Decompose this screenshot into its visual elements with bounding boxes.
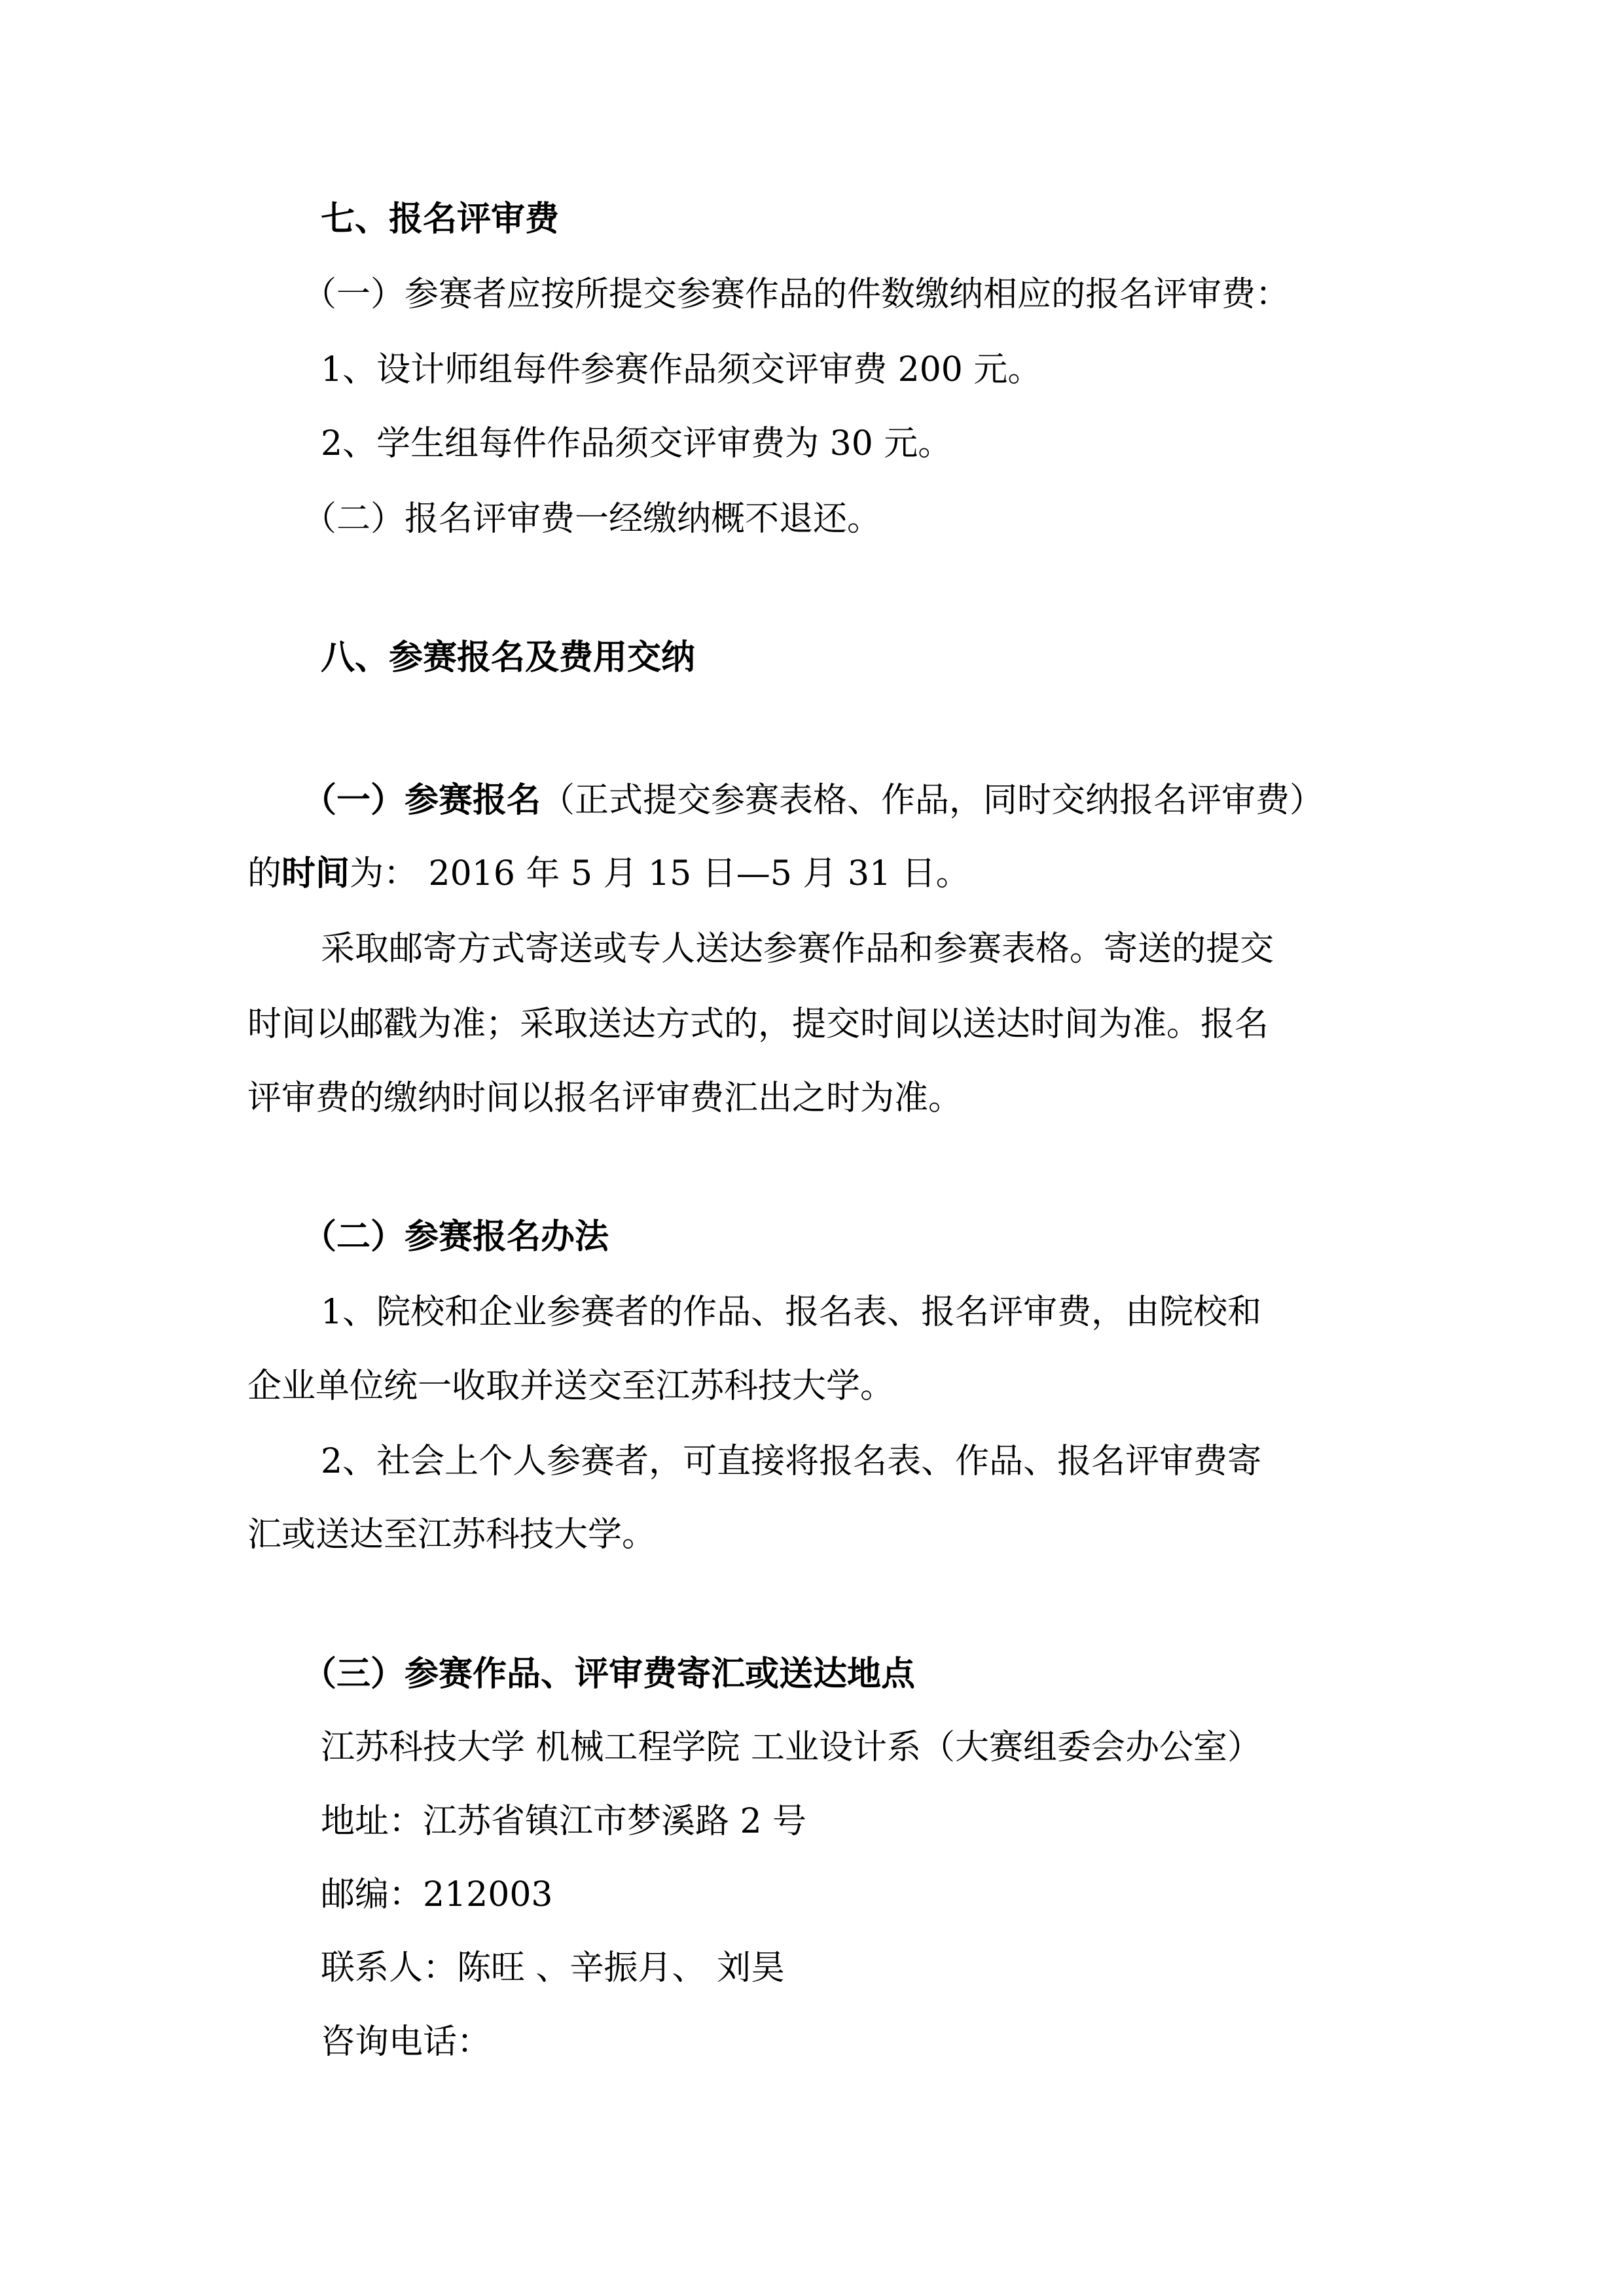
part-1-time-rest: 为： 2016 年 5 月 15 日—5 月 31 日。 [350, 854, 970, 893]
part-2-item-2-line-2: 汇或送达至江苏科技大学。 [247, 1515, 657, 1554]
part-2-item-1-line-1: 1、院校和企业参赛者的作品、报名表、报名评审费，由院校和 [321, 1293, 1262, 1332]
part-1-title-rest: （正式提交参赛表格、作品，同时交纳报名评审费） [541, 781, 1324, 820]
part-1-time-prefix: 的 [247, 854, 282, 893]
part-1-title [302, 778, 1324, 823]
section-8-heading: 八、参赛报名及费用交纳 [321, 637, 696, 677]
part-3-address: 地址：江苏省镇江市梦溪路 2 号 [321, 1802, 807, 1841]
part-2-item-1-line-2: 企业单位统一收取并送交至江苏科技大学。 [247, 1367, 895, 1406]
part-3-title: （三）参赛作品、评审费寄汇或送达地点 [302, 1654, 916, 1694]
part-1-time [247, 851, 970, 897]
part-3-phone: 咨询电话： [321, 2022, 492, 2062]
part-1-title-bold: （一）参赛报名 [302, 780, 541, 820]
section-7-item-1-sub-1: 1、设计师组每件参赛作品须交评审费 200 元。 [321, 350, 1042, 389]
section-7-item-1-sub-2: 2、学生组每件作品须交评审费为 30 元。 [321, 424, 952, 463]
section-7-item-2: （二）报名评审费一经缴纳概不退还。 [302, 499, 882, 539]
section-7-item-1: （一）参赛者应按所提交参赛作品的件数缴纳相应的报名评审费： [302, 275, 1290, 314]
part-2-item-2-line-1: 2、社会上个人参赛者，可直接将报名表、作品、报名评审费寄 [321, 1442, 1262, 1481]
part-1-paragraph-line-3: 评审费的缴纳时间以报名评审费汇出之时为准。 [247, 1079, 963, 1118]
part-1-time-bold: 时间 [281, 853, 350, 893]
part-3-contacts: 联系人：陈旺 、辛振月、 刘昊 [321, 1948, 785, 1988]
part-1-paragraph-line-2: 时间以邮戳为准；采取送达方式的，提交时间以送达时间为准。报名 [247, 1005, 1269, 1044]
part-1-paragraph-line-1: 采取邮寄方式寄送或专人送达参赛作品和参赛表格。寄送的提交 [321, 929, 1274, 969]
part-2-title: （二）参赛报名办法 [302, 1217, 609, 1257]
part-3-organization: 江苏科技大学 机械工程学院 工业设计系（大赛组委会办公室） [321, 1728, 1262, 1767]
part-3-postcode: 邮编：212003 [321, 1875, 553, 1914]
section-7-heading: 七、报名评审费 [321, 199, 560, 239]
